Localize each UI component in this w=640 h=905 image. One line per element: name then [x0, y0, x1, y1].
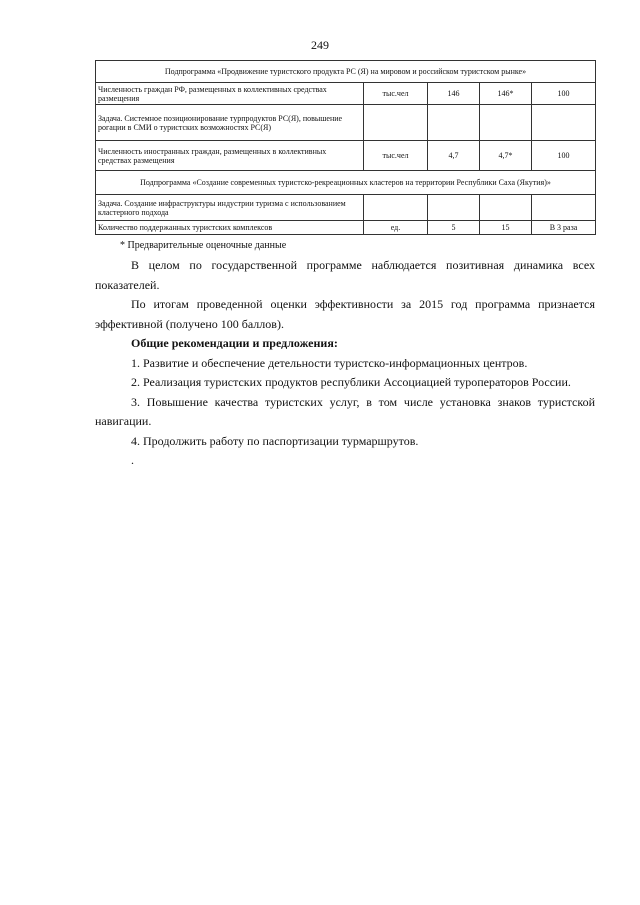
- row-unit: тыс.чел: [364, 83, 428, 105]
- row-label: Численность граждан РФ, размещенных в коллективных средствах размещения: [96, 83, 364, 105]
- row-label: Количество поддержанных туристских комплексов: [96, 221, 364, 235]
- paragraph: По итогам проведенной оценки эффективности за 2015 год программа признается эффективной (получено 100 баллов).: [95, 297, 595, 331]
- row-value-1: 146: [428, 83, 480, 105]
- table-row: [96, 171, 596, 195]
- row-value-2: 15: [480, 221, 532, 235]
- row-label: Задача. Системное позиционирование турпродуктов РС(Я), повышение рогации в СМИ о туристских возможностях РС(Я): [96, 105, 364, 141]
- table-row: [96, 61, 596, 83]
- row-value-1: 4,7: [428, 141, 480, 171]
- row-value-3: 100: [532, 83, 596, 105]
- row-value-1: [428, 195, 480, 221]
- row-unit: тыс.чел: [364, 141, 428, 171]
- row-value-2: 4,7*: [480, 141, 532, 171]
- row-unit: [364, 195, 428, 221]
- list-item: 2. Реализация туристских продуктов республики Ассоциацией туроператоров России.: [131, 375, 571, 389]
- row-label: Задача. Создание инфраструктуры индустрии туризма с использованием кластерного подхода: [96, 195, 364, 221]
- table-row: [96, 83, 596, 105]
- table-row: [96, 221, 596, 235]
- list-item: 3. Повышение качества туристских услуг, в том числе установка знаков туристской навигации.: [95, 394, 595, 428]
- row-unit: ед.: [364, 221, 428, 235]
- page-number: 249: [311, 38, 329, 52]
- row-value-1: [428, 105, 480, 141]
- table-row: [96, 105, 596, 141]
- table-row: [96, 195, 596, 221]
- row-unit: [364, 105, 428, 141]
- footnote: * Предварительные оценочные данные: [120, 240, 287, 251]
- body-text: [95, 256, 595, 471]
- row-value-2: [480, 105, 532, 141]
- row-value-3: [532, 195, 596, 221]
- section-heading: Общие рекомендации и предложения:: [131, 336, 338, 350]
- trailing-dot: .: [131, 453, 134, 467]
- row-value-2: [480, 195, 532, 221]
- row-value-3: [532, 105, 596, 141]
- row-value-3: 100: [532, 141, 596, 171]
- list-item: 1. Развитие и обеспечение детельности туристско-информационных центров.: [131, 355, 528, 370]
- row-label: Численность иностранных граждан, размещенных в коллективных средствах размещения: [96, 141, 364, 171]
- row-value-2: 146*: [480, 83, 532, 105]
- row-value-1: 5: [428, 221, 480, 235]
- indicators-table: [95, 60, 596, 235]
- table-row: [96, 141, 596, 171]
- row-value-3: В 3 раза: [532, 221, 596, 235]
- subprogram-title: Подпрограмма «Продвижение туристского продукта РС (Я) на мировом и российском туристском рынке»: [96, 61, 596, 83]
- list-item: 4. Продолжить работу по паспортизации турмаршрутов.: [131, 433, 419, 448]
- subprogram-title: Подпрограмма «Создание современных туристско-рекреационных кластеров на территории Республики Саха (Якутия)»: [96, 171, 596, 195]
- paragraph: В целом по государственной программе наблюдается позитивная динамика всех показателей.: [95, 258, 595, 292]
